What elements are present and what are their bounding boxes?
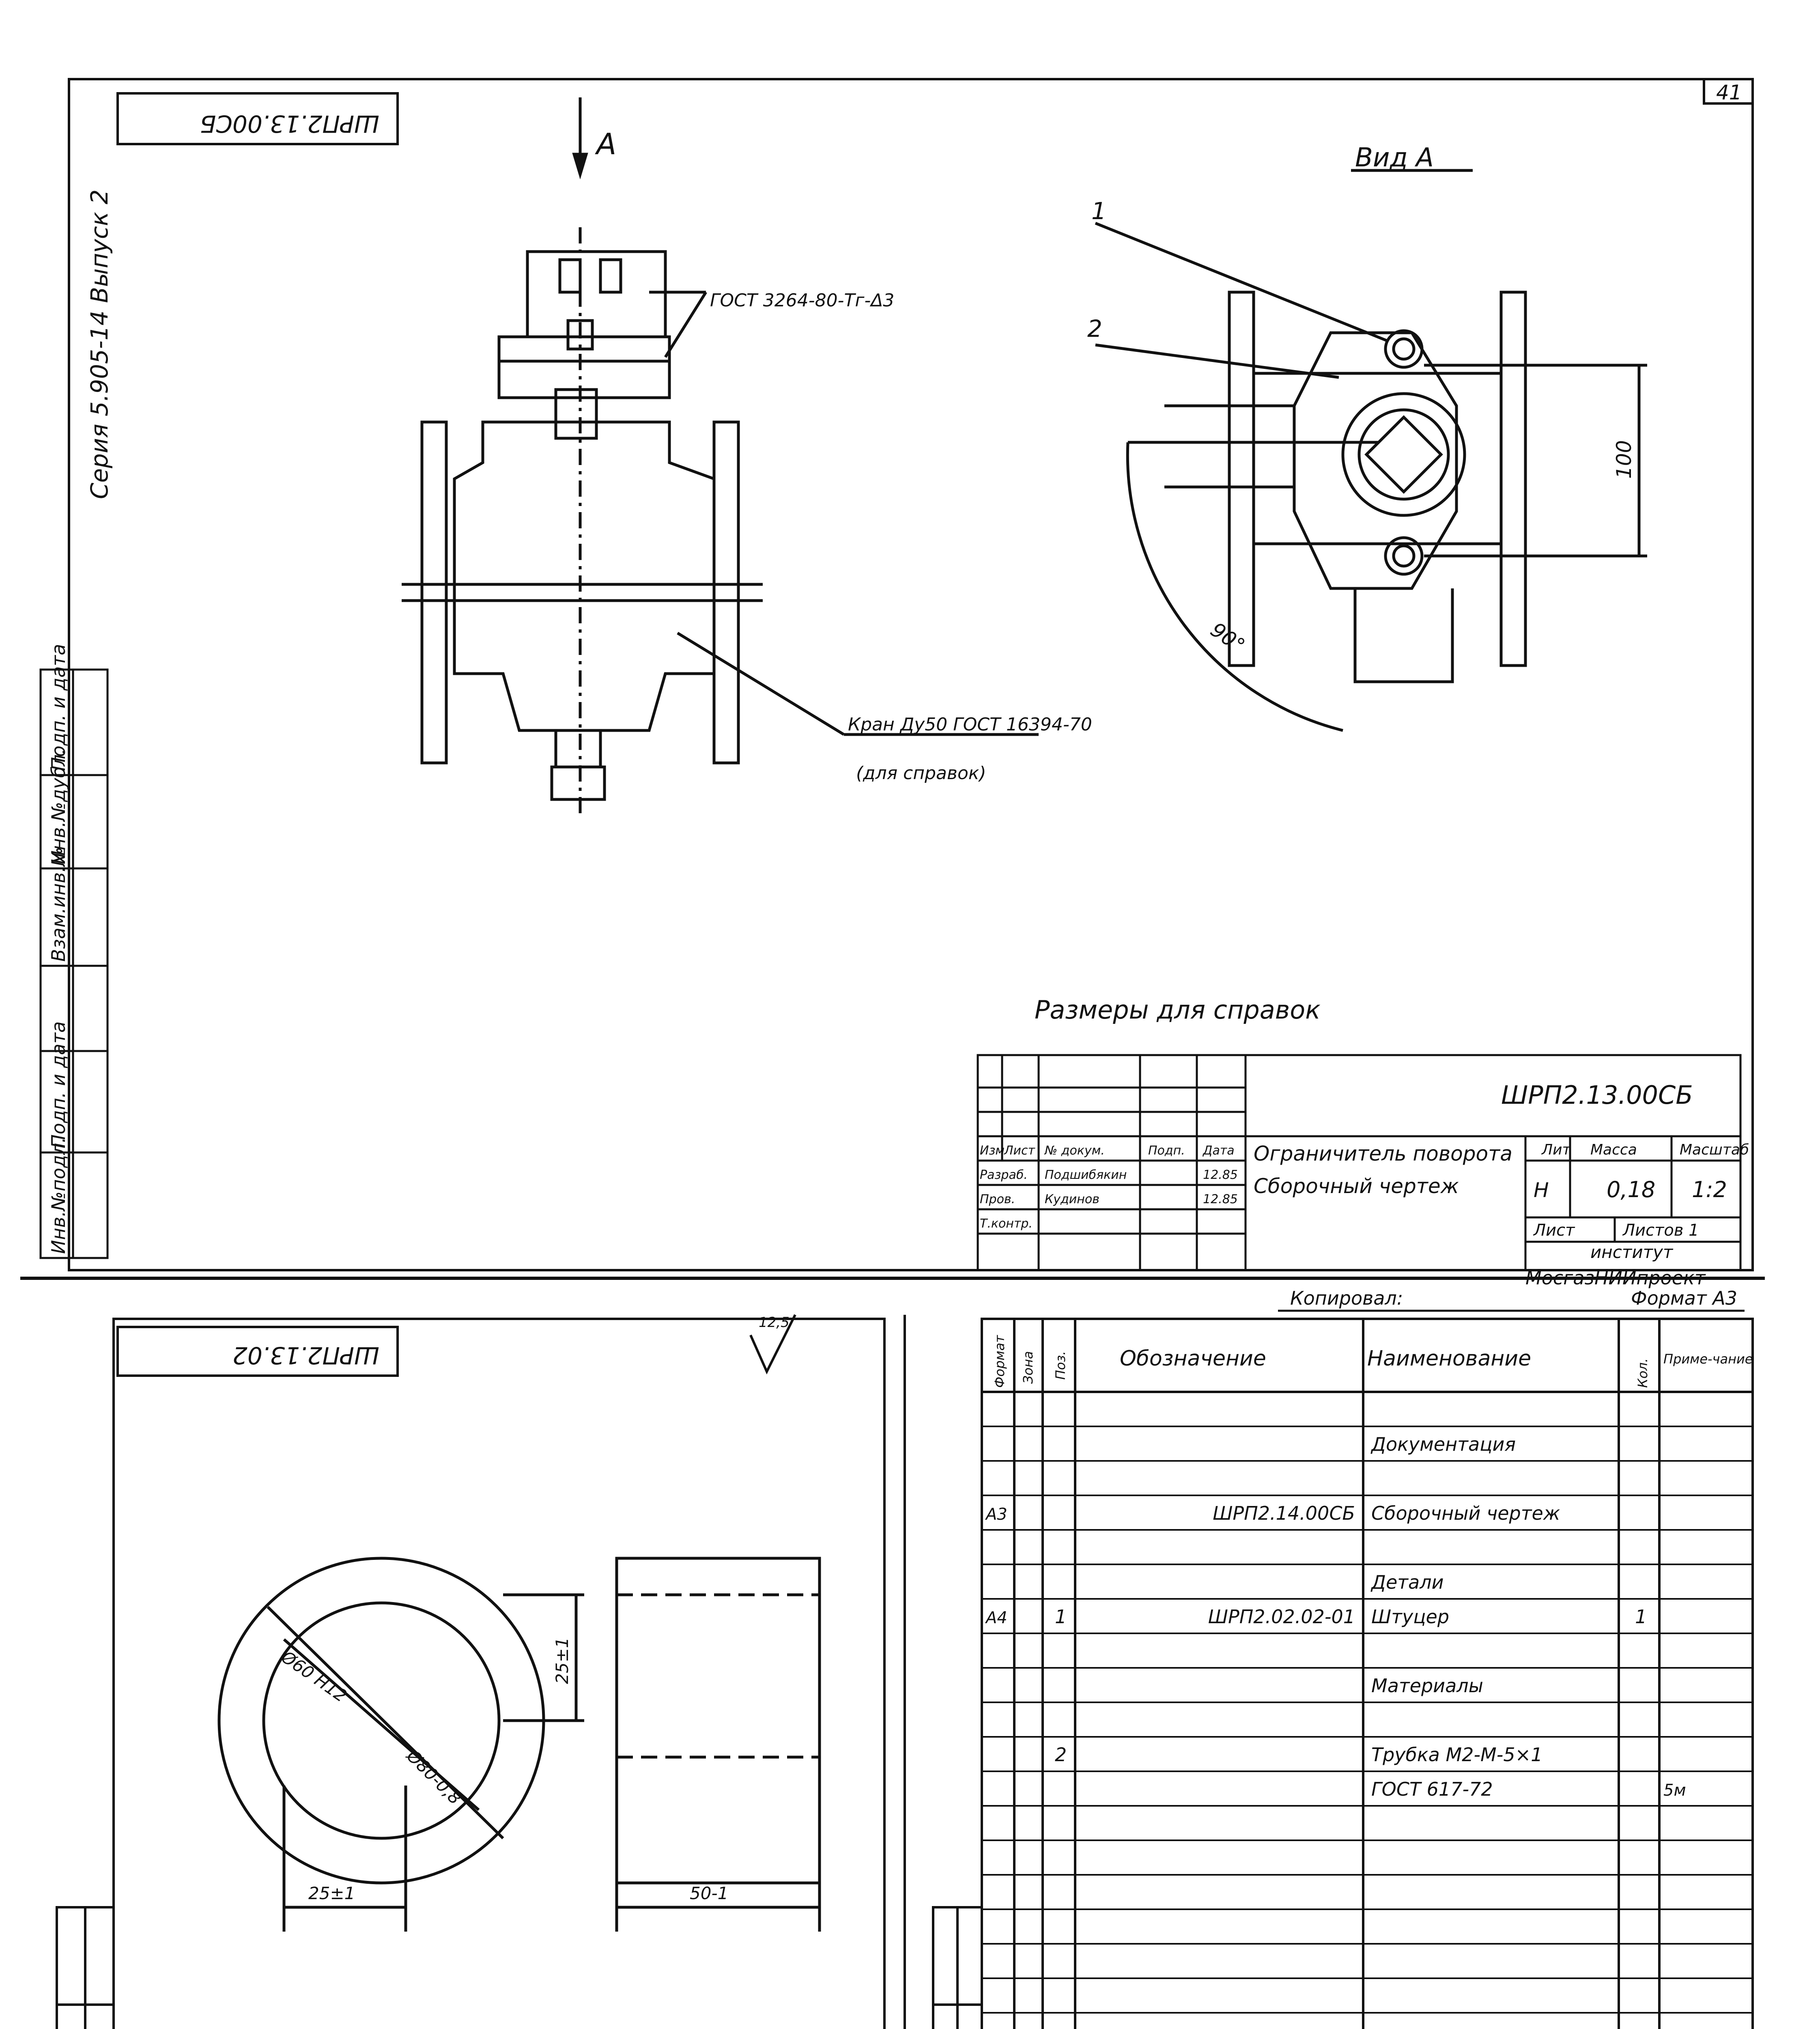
view-label: Вид А (1355, 143, 1434, 173)
sheet1-ref-note: Размеры для справок (1035, 995, 1321, 1025)
spec-row-code: ШРП2.14.00СБ (1213, 1502, 1355, 1524)
dim-22: 25±1 (308, 1883, 355, 1903)
spec-h-code: Обозначение (1120, 1346, 1266, 1371)
tb1-h-podp: Подп. (1148, 1144, 1185, 1158)
spec-row-name: Сборочный чертеж (1371, 1502, 1560, 1524)
sheet2-frame-group (57, 1319, 884, 2029)
tb1-h-izm: Изм (980, 1144, 1005, 1158)
bushing-drawing (219, 1558, 820, 1932)
tb1-sheets: Листов 1 (1623, 1221, 1699, 1240)
tb1-h-data: Дата (1203, 1144, 1235, 1158)
side-stamp-4: Подп. и дата (47, 1021, 69, 1148)
sheet2-corner-code: ШРП2.13.02 (232, 1342, 379, 1369)
spec-row-format: А3 (986, 1505, 1007, 1524)
sheet1-format: Формат А3 (1631, 1287, 1737, 1309)
tb1-sheet: Лист (1534, 1221, 1575, 1240)
spec-row-code: ШРП2.02.02-01 (1208, 1606, 1355, 1628)
callout-1: 1 (1091, 197, 1106, 225)
tb1-name1: Ограничитель поворота (1254, 1142, 1512, 1165)
dim-100: 100 (1612, 440, 1636, 479)
page-number: 41 (1716, 81, 1742, 104)
spec-h-pos: Поз. (1053, 1351, 1068, 1380)
spec-row-name: ГОСТ 617-72 (1371, 1778, 1493, 1800)
sheet1-copied: Копировал: (1290, 1287, 1403, 1309)
spec-row-format: А4 (986, 1609, 1007, 1627)
spec-row-name: Детали (1371, 1571, 1444, 1593)
tb1-org1: институт (1590, 1242, 1673, 1262)
tb1-lit-h: Лит (1542, 1142, 1571, 1158)
side-stamp-0: Инв.№подл. (47, 1137, 69, 1254)
tb1-r2: Пров. (980, 1192, 1015, 1206)
tb1-r3: Т.контр. (980, 1217, 1033, 1231)
tb1-r2n: Кудинов (1045, 1192, 1099, 1206)
dim-d1: Ø60 H12 (278, 1647, 351, 1706)
spec-h-name: Наименование (1367, 1346, 1532, 1371)
callout-2: 2 (1087, 315, 1102, 342)
tb1-mass-h: Масса (1590, 1142, 1637, 1158)
tb1-r1n: Подшибякин (1045, 1168, 1127, 1182)
sheet1-frame (69, 79, 1753, 1270)
spec-row-name: Документация (1371, 1433, 1516, 1455)
valve-drawing (402, 97, 1039, 816)
tb1-h-list: Лист (1004, 1144, 1035, 1158)
spec-row-qty: 1 (1635, 1606, 1647, 1628)
tb1-r1d: 12.85 (1203, 1168, 1238, 1182)
dim-25: 25±1 (552, 1637, 572, 1684)
tb1-lit: Н (1534, 1178, 1549, 1202)
spec-row-name: Трубка М2-М-5×1 (1371, 1744, 1543, 1766)
spec-row-name: Штуцер (1371, 1606, 1450, 1628)
roughness: 12,5 (759, 1314, 790, 1331)
dim-50: 50-1 (690, 1883, 729, 1903)
std-note: ГОСТ 3264-80-Тг-Δ3 (710, 290, 895, 311)
spec-h-note: Приме-чание (1663, 1351, 1753, 1367)
spec-row-pos: 2 (1055, 1744, 1067, 1766)
valve-note-2: (для справок) (856, 763, 986, 784)
spec-rows (985, 1433, 1686, 1800)
side-stamp-2: Взам.инв.№ (47, 846, 69, 962)
tb1-mass: 0,18 (1607, 1177, 1656, 1202)
dim-90: 90° (1206, 618, 1249, 658)
spec-h-fmt: Формат (992, 1335, 1007, 1388)
tb1-r2d: 12.85 (1203, 1192, 1238, 1206)
tb1-scale: 1:2 (1692, 1177, 1727, 1202)
sheet3-row-lines (982, 1426, 1753, 2029)
spec-row-pos: 1 (1055, 1606, 1067, 1628)
sheet1-corner-code: ШРП2.13.00СБ (200, 110, 379, 138)
spec-row-name: Материалы (1371, 1675, 1483, 1697)
tb1-code: ШРП2.13.00СБ (1501, 1080, 1693, 1110)
tb1-h-doc: № докум. (1045, 1144, 1105, 1158)
valve-note: Кран Ду50 ГОСТ 16394-70 (848, 714, 1092, 735)
tb1-scale-h: Масштаб (1680, 1142, 1749, 1158)
side-stamp-1: Подп. и дата (47, 644, 69, 771)
spec-row-note: 5м (1663, 1781, 1686, 1800)
dim-d2: Ø80-0,8 (402, 1746, 465, 1809)
tb1-r1: Разраб. (980, 1168, 1028, 1182)
tb1-org2: МосгазНИИпроект (1525, 1267, 1706, 1289)
sheet3-frame-group (933, 1319, 1753, 2029)
side-stamp-3: Инв.№дубл. (47, 748, 69, 864)
tb1-name2: Сборочный чертеж (1254, 1174, 1459, 1198)
spec-h-zone: Зона (1020, 1351, 1036, 1384)
series-label: Серия 5.905-14 Выпуск 2 (86, 189, 113, 499)
view-a-drawing (1095, 170, 1647, 730)
view-arrow-label: A (596, 127, 617, 161)
spec-h-qty: Кол. (1635, 1358, 1650, 1388)
